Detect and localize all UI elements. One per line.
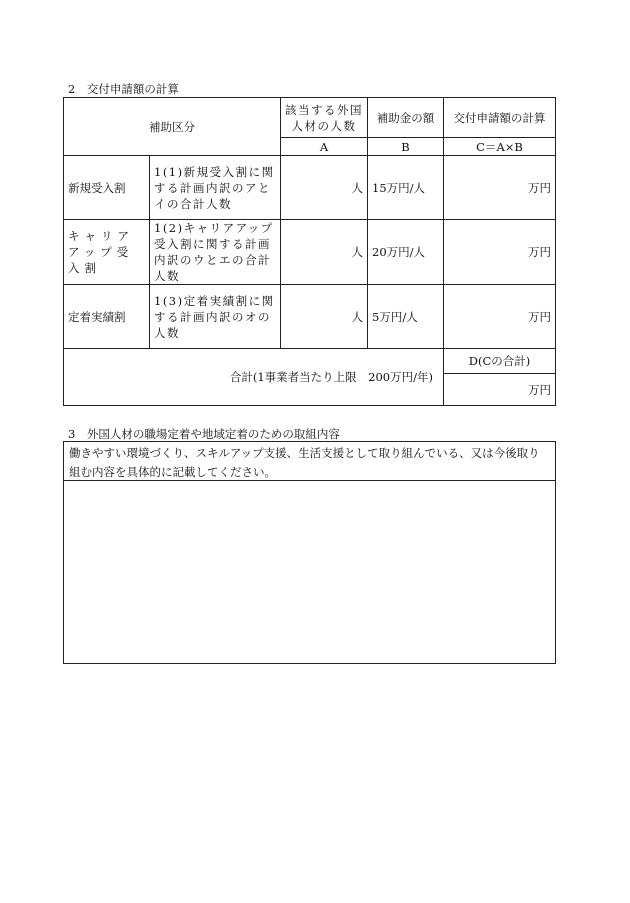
table-row	[64, 285, 556, 349]
persons-input-cell[interactable]	[281, 156, 368, 220]
unit-person: 人	[351, 309, 363, 324]
calc-input-cell[interactable]	[444, 285, 556, 349]
row-name: 定着実績割	[64, 285, 150, 349]
unit-person: 人	[351, 180, 363, 195]
header-col-a: A	[281, 138, 368, 156]
table-row	[64, 156, 556, 220]
row-amount: 5万円/人	[368, 285, 444, 349]
initiatives-content-area[interactable]	[64, 481, 555, 662]
unit-person: 人	[351, 245, 363, 259]
row-amount: 15万円/人	[368, 156, 444, 220]
unit-yen: 万円	[528, 382, 551, 397]
persons-input-cell[interactable]	[281, 220, 368, 285]
header-col-c: C＝A×B	[444, 138, 556, 156]
total-input-cell[interactable]	[444, 374, 556, 406]
calculation-table	[63, 97, 556, 406]
unit-yen: 万円	[528, 245, 551, 259]
table-row	[64, 220, 556, 285]
total-label: 合計(1事業者当たり上限 200万円/年)	[64, 349, 444, 406]
header-col-b: B	[368, 138, 444, 156]
section2-title: 2 交付申請額の計算	[68, 82, 179, 96]
calc-input-cell[interactable]	[444, 220, 556, 285]
header-amount: 補助金の額	[368, 98, 444, 138]
calc-input-cell[interactable]	[444, 156, 556, 220]
header-calc: 交付申請額の計算	[444, 98, 556, 138]
header-persons: 該当する外国人材の人数	[281, 98, 368, 138]
total-d-label: D(Cの合計)	[444, 349, 556, 374]
row-desc: 1(2)キャリアアップ受入割に関する計画内訳のウとエの合計人数	[150, 220, 281, 285]
instruction-text: 働きやすい環境づくり、スキルアップ支援、生活支援として取り組んでいる、又は今後取り組む内容を具体的に記載してください。	[64, 442, 555, 481]
unit-yen: 万円	[528, 309, 551, 324]
header-category: 補助区分	[64, 98, 281, 156]
persons-input-cell[interactable]	[281, 285, 368, 349]
unit-yen: 万円	[528, 180, 551, 195]
row-name: キャリアアップ受入割	[64, 220, 150, 285]
row-desc: 1(1)新規受入割に関する計画内訳のアとイの合計人数	[150, 156, 281, 220]
row-amount: 20万円/人	[368, 220, 444, 285]
section3-title: 3 外国人材の職場定着や地域定着のための取組内容	[68, 427, 340, 441]
initiatives-box	[63, 441, 556, 664]
row-name: 新規受入割	[64, 156, 150, 220]
row-desc: 1(3)定着実績割に関する計画内訳のオの人数	[150, 285, 281, 349]
